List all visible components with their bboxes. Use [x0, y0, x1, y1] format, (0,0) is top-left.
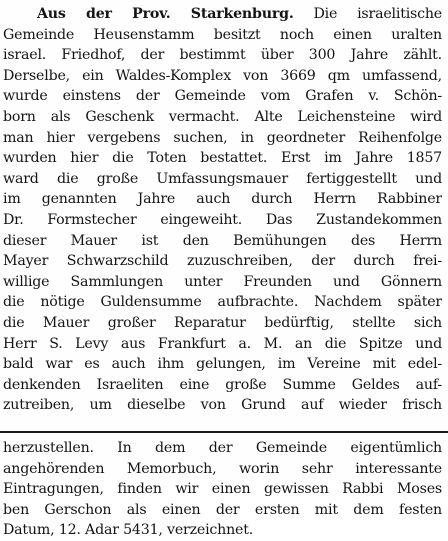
continuation-line: angehörenden Memorbuch, worin sehr interessante: [3, 460, 442, 477]
continuation-line: Datum, 12. Adar 5431, verzeichnet.: [3, 522, 254, 539]
article-line: dieser Mauer ist den Bemühungen des Herrn: [3, 232, 442, 249]
article-line: born als Geschenk vermacht. Alte Leichensteine wird: [3, 108, 442, 125]
continuation-line: herzustellen. In dem der Gemeinde eigentümlich: [3, 440, 442, 456]
article-line: willige Sammlungen unter Freunden und Gönnern: [3, 273, 442, 290]
article-line: israel. Friedhof, der bestimmt über 300 Jahre zählt.: [3, 47, 442, 64]
continuation-line: ben Gerschon als einen der ersten mit dem festen: [3, 501, 442, 518]
article-line: zutreiben, um dieselbe von Grund auf wieder frisch: [3, 397, 442, 414]
article-first-line-text: Die israelitische: [313, 6, 442, 22]
article-line: Herr S. Levy aus Frankfurt a. M. an die Spitze und: [3, 335, 442, 352]
article-line: Mayer Schwarzschild zuzuschreiben, der durch frei-: [3, 253, 442, 270]
article-line: die nötige Guldensumme aufbrachte. Nachdem später: [3, 294, 442, 311]
continuation-clipping: [0, 431, 448, 539]
article-first-line: [3, 4, 442, 25]
article-line: Derselbe, ein Waldes-Komplex von 3669 qm umfassend,: [3, 67, 442, 84]
article-line: die Mauer großer Reparatur bedürftig, stellte sich: [3, 314, 442, 331]
article-line: im genannten Jahre auch durch Herrn Rabbiner: [3, 191, 442, 208]
article-headline: Aus der Prov. Starkenburg.: [37, 6, 294, 22]
article-line: man hier vergebens suchen, in geordneter Reihenfolge: [3, 129, 442, 146]
article-line: bald war es auch ihm gelungen, im Vereine mit edel-: [3, 356, 442, 373]
article-line: wurde einstens der Gemeinde vom Grafen v. Schön-: [3, 88, 442, 105]
continuation-line: Eintragungen, finden wir einen gewissen Rabbi Moses: [3, 481, 442, 498]
article-line: wurden hier die Toten bestattet. Erst im Jahre 1857: [3, 150, 442, 167]
article-line: denkenden Israeliten eine große Summe Geldes auf-: [3, 376, 442, 393]
article-line: Dr. Formstecher eingeweiht. Das Zustandekommen: [3, 211, 442, 228]
article-line: Gemeinde Heusenstamm besitzt noch einen uralten: [3, 26, 442, 43]
article-line: ward die große Umfassungsmauer fertiggestellt und: [3, 170, 442, 187]
